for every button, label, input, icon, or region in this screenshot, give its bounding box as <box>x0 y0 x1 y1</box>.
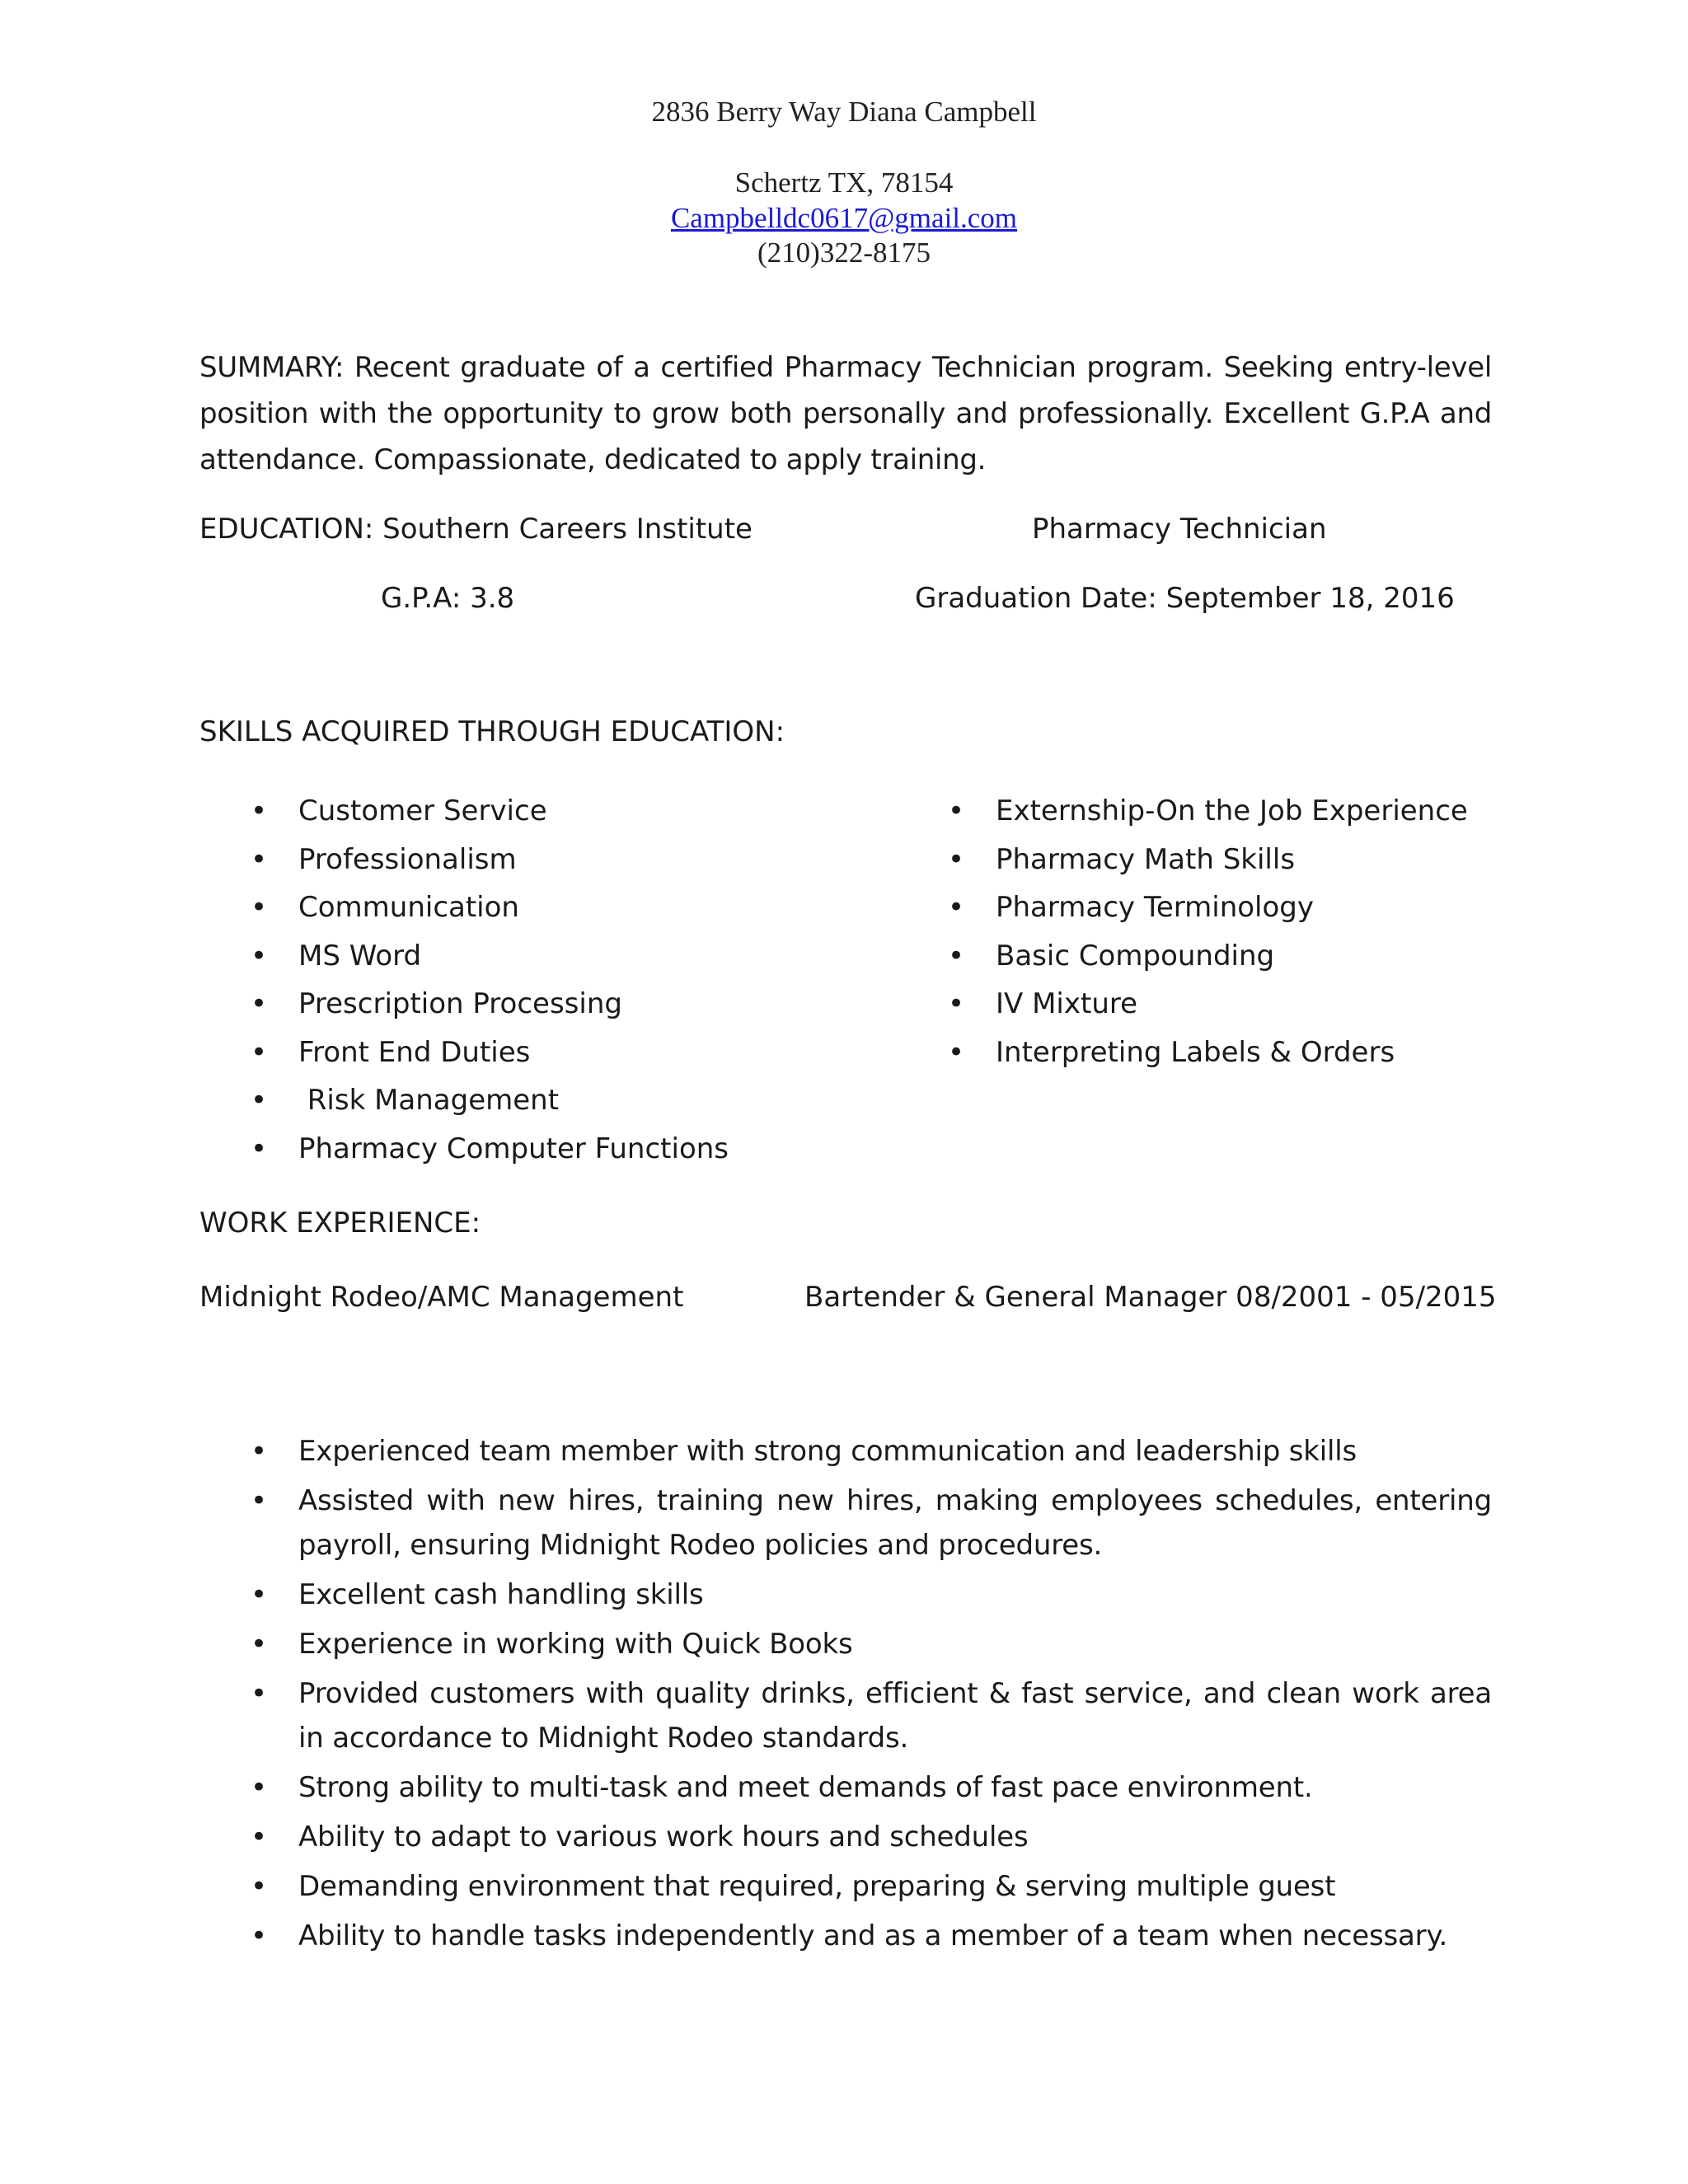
bullet-icon: • <box>251 1919 267 1952</box>
bullet-icon: • <box>251 891 268 924</box>
bullet-icon: • <box>948 842 965 876</box>
work-employer: Midnight Rodeo/AMC Management <box>199 1281 684 1314</box>
summary-paragraph: SUMMARY: Recent graduate of a certified Pharmacy Technician program. Seeking entry-level position with the opportunity to grow both personally and professionally. Excellent G.P.A and attendance. Compassionate, dedicated to apply training. <box>199 351 1492 476</box>
list-item: • Communication <box>251 891 519 924</box>
skills-list-left <box>199 793 729 1179</box>
bullet-icon: • <box>251 1578 267 1611</box>
list-item: • Ability to adapt to various work hours and schedules <box>199 1815 1492 1859</box>
email-link[interactable]: Campbelldc0617@gmail.com <box>670 202 1018 234</box>
bullet-icon: • <box>251 1677 267 1710</box>
address-name-line: 2836 Berry Way Diana Campbell <box>651 96 1037 128</box>
bullet-icon: • <box>251 1484 267 1517</box>
list-item: • Interpreting Labels & Orders <box>948 1035 1395 1069</box>
list-item: • Risk Management <box>251 1084 560 1117</box>
bullet-icon: • <box>251 939 268 972</box>
list-item: • Strong ability to multi-task and meet demands of fast pace environment. <box>199 1765 1492 1810</box>
bullet-icon: • <box>251 1628 267 1661</box>
list-item: • Externship-On the Job Experience <box>948 794 1468 827</box>
list-item: • Experience in working with Quick Books <box>199 1622 1492 1666</box>
list-item: • Pharmacy Computer Functions <box>251 1132 729 1165</box>
bullet-icon: • <box>948 939 965 972</box>
list-item: • MS Word <box>251 939 422 972</box>
list-item: • Professionalism <box>251 842 517 876</box>
work-bullets <box>199 1429 1492 1963</box>
list-item: • Front End Duties <box>251 1035 531 1069</box>
skills-heading: SKILLS ACQUIRED THROUGH EDUCATION: <box>199 715 785 748</box>
bullet-icon: • <box>251 1821 267 1854</box>
education-gpa: G.P.A: 3.8 <box>381 582 515 615</box>
work-heading: WORK EXPERIENCE: <box>199 1207 481 1240</box>
list-item: • Experienced team member with strong communication and leadership skills <box>199 1429 1492 1474</box>
list-item: • Ability to handle tasks independently and as a member of a team when necessary. <box>199 1914 1492 1958</box>
bullet-icon: • <box>948 987 965 1020</box>
list-item: • Demanding environment that required, preparing & serving multiple guest <box>199 1864 1492 1909</box>
list-item: • Assisted with new hires, training new hires, making employees schedules, entering payroll, ensuring Midnight Rodeo policies and procedures. <box>199 1479 1492 1568</box>
bullet-icon: • <box>251 1771 267 1804</box>
bullet-icon: • <box>251 1084 268 1117</box>
bullet-icon: • <box>251 842 268 876</box>
education-graduation-date: Graduation Date: September 18, 2016 <box>915 582 1455 615</box>
city-line: Schertz TX, 78154 <box>734 166 954 199</box>
education-school: EDUCATION: Southern Careers Institute <box>199 513 753 546</box>
bullet-icon: • <box>948 1035 965 1069</box>
bullet-icon: • <box>251 1035 268 1069</box>
bullet-icon: • <box>251 987 268 1020</box>
bullet-icon: • <box>251 1870 267 1903</box>
bullet-icon: • <box>251 794 268 827</box>
bullet-icon: • <box>251 1435 267 1468</box>
email-line <box>0 202 1688 235</box>
list-item: • Pharmacy Terminology <box>948 891 1315 924</box>
list-item: • Prescription Processing <box>251 987 622 1020</box>
bullet-icon: • <box>948 891 965 924</box>
list-item: • IV Mixture <box>948 987 1138 1020</box>
skills-list-right <box>897 793 1468 1082</box>
list-item: • Pharmacy Math Skills <box>948 842 1296 876</box>
list-item: • Excellent cash handling skills <box>199 1572 1492 1617</box>
phone-line: (210)322-8175 <box>757 237 931 269</box>
list-item: • Basic Compounding <box>948 939 1275 972</box>
bullet-icon: • <box>251 1132 268 1165</box>
list-item: • Customer Service <box>251 794 547 827</box>
work-title-dates: Bartender & General Manager 08/2001 - 05/2015 <box>804 1281 1497 1314</box>
list-item: • Provided customers with quality drinks, efficient & fast service, and clean work area in accordance to Midnight Rodeo standards. <box>199 1671 1492 1760</box>
education-program: Pharmacy Technician <box>1032 513 1327 546</box>
bullet-icon: • <box>948 794 965 827</box>
